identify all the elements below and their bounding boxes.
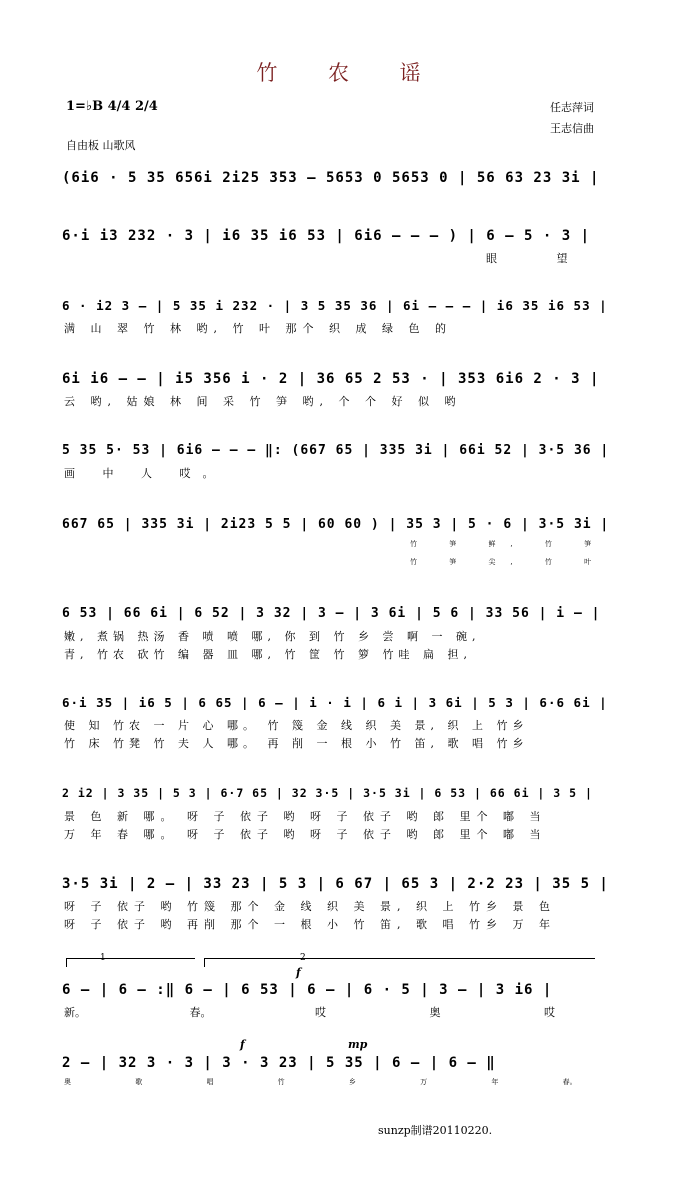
- lyrics-line: 眼 望: [486, 252, 596, 265]
- dynamic-mezzo-piano: mp: [348, 1038, 368, 1051]
- key-signature: 1=♭B 4/4 2/4: [66, 99, 158, 114]
- lyrics-line: 呀 子 依子 哟 再削 那个 一 根 小 竹 笛, 歌 唱 竹乡 万 年: [64, 918, 556, 931]
- volta-bracket-2: [204, 958, 595, 967]
- lyrics-line: 画 中 人 哎。: [64, 467, 226, 480]
- notation-line: 6·i 35 | i6 5 | 6 65 | 6 – | i · i | 6 i | 3 6i | 5 3 | 6·6 6i |: [62, 695, 608, 710]
- notation-line: 5 35 5· 53 | 6i6 – – – ‖: (667 65 | 335 3i | 66i 52 | 3·5 36 |: [62, 443, 610, 458]
- lyrics-line: 竹 笋 鲜, 竹 笋: [410, 540, 607, 548]
- lyricist-credit: 任志萍词: [550, 101, 594, 114]
- notation-line: 6i i6 – – | i5 356 i · 2 | 36 65 2 53 · | 353 6i6 2 · 3 |: [62, 371, 600, 387]
- volta-bracket-1: [66, 958, 195, 967]
- lyrics-line: 竹 笋 尖, 竹 叶: [410, 558, 607, 566]
- lyrics-line: 呀 子 依子 哟 竹篾 那个 金 线 织 美 景, 织 上 竹乡 景 色: [64, 900, 556, 913]
- song-title: 竹 农 谣: [256, 61, 443, 85]
- footer-credit: sunzp制谱20110220.: [378, 1124, 493, 1137]
- composer-credit: 王志信曲: [550, 122, 594, 135]
- lyrics-line: 万 年 春 哪。 呀 子 依子 哟 呀 子 依子 哟 郎 里个 嘟 当: [64, 828, 547, 841]
- notation-line: 2 i2 | 3 35 | 5 3 | 6·7 65 | 32 3·5 | 3·5 3i | 6 53 | 66 6i | 3 5 |: [62, 786, 593, 800]
- lyrics-line: 青, 竹农 砍竹 编 器 皿 哪, 竹 筐 竹 箩 竹哇 扁 担,: [64, 648, 472, 661]
- lyrics-line: 使 知 竹农 一 片 心 哪。 竹 篾 金 线 织 美 景, 织 上 竹乡: [64, 719, 529, 732]
- notation-line: 2 – | 32 3 · 3 | 3 · 3 23 | 5 35 | 6 – | 6 – ‖: [62, 1055, 496, 1071]
- dynamic-forte: f: [240, 1038, 245, 1051]
- dynamic-forte: f: [296, 966, 301, 979]
- notation-line: 6·i i3 232 · 3 | i6 35 i6 53 | 6i6 – – – ) | 6 – 5 · 3 |: [62, 228, 591, 244]
- tempo-marking: 自由板 山歌风: [66, 139, 136, 152]
- notation-line: 6 · i2 3 – | 5 35 i 232 · | 3 5 35 36 | 6i – – – | i6 35 i6 53 |: [62, 298, 608, 313]
- lyrics-line: 奥 歌 唱 竹 乡 万 年 春。: [64, 1078, 577, 1086]
- lyrics-line: 云 哟, 姑娘 林 间 采 竹 笋 哟, 个 个 好 似 哟: [64, 395, 462, 408]
- notation-line: 667 65 | 335 3i | 2i23 5 5 | 60 60 ) | 35 3 | 5 · 6 | 3·5 3i |: [62, 517, 610, 532]
- notation-line: 3·5 3i | 2 – | 33 23 | 5 3 | 6 67 | 65 3 | 2·2 23 | 35 5 |: [62, 876, 609, 892]
- notation-line: (6i6 · 5 35 656i 2i25 353 – 5653 0 5653 0 | 56 63 23 3i |: [62, 170, 600, 186]
- lyrics-line: 新。 春。 哎 奥 哎: [64, 1006, 555, 1019]
- volta-number-2: 2: [300, 953, 306, 963]
- notation-line: 6 53 | 66 6i | 6 52 | 3 32 | 3 – | 3 6i | 5 6 | 33 56 | i – |: [62, 606, 601, 621]
- lyrics-line: 竹 床 竹凳 竹 夫 人 哪。 再 削 一 根 小 竹 笛, 歌 唱 竹乡: [64, 737, 529, 750]
- lyrics-line: 景 色 新 哪。 呀 子 依子 哟 呀 子 依子 哟 郎 里个 嘟 当: [64, 810, 547, 823]
- lyrics-line: 嫩, 煮锅 热汤 香 喷 喷 哪, 你 到 竹 乡 尝 啊 一 碗,: [64, 630, 481, 643]
- lyrics-line: 满 山 翠 竹 林 哟, 竹 叶 那个 织 成 绿 色 的: [64, 322, 452, 335]
- notation-line: 6 – | 6 – :‖ 6 – | 6 53 | 6 – | 6 · 5 | 3 – | 3 i6 |: [62, 982, 553, 998]
- volta-number-1: 1: [100, 953, 106, 963]
